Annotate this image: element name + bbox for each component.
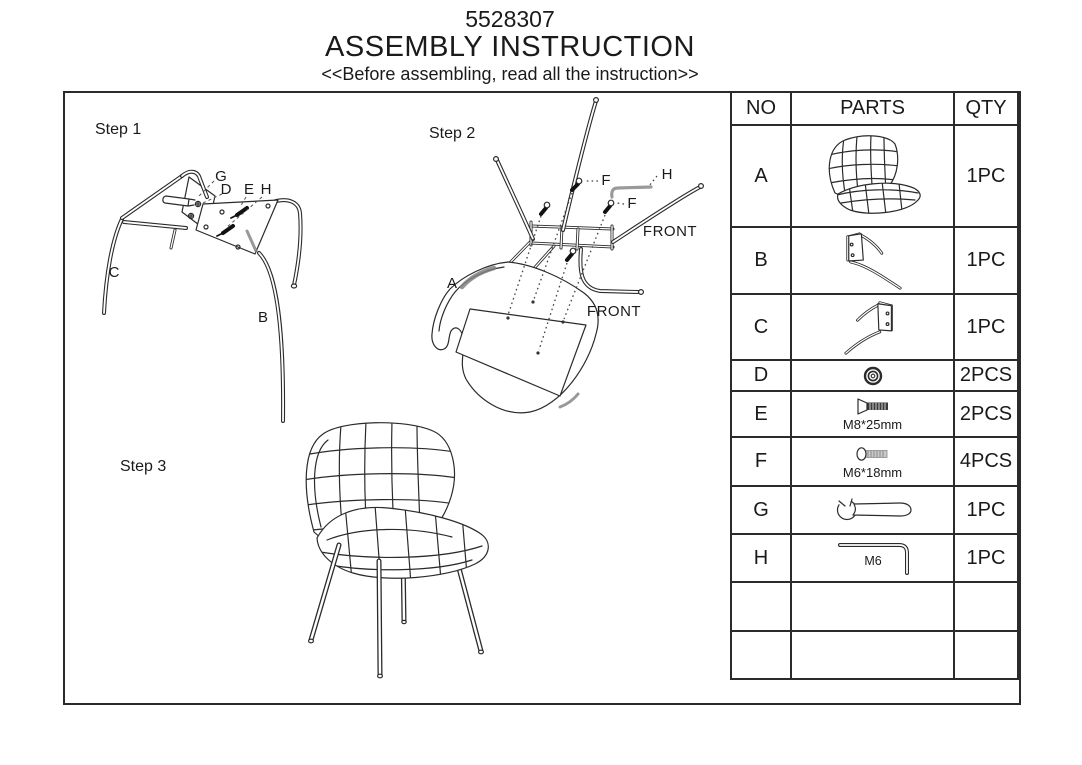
leg-frame-c-icon bbox=[837, 296, 909, 358]
step1-diagram bbox=[60, 100, 480, 430]
part-qty: 1PC bbox=[955, 295, 1017, 361]
col-header-parts: PARTS bbox=[792, 93, 955, 126]
step1-label: Step 1 bbox=[95, 121, 142, 138]
callout-c: C bbox=[108, 264, 120, 281]
step2-label: Step 2 bbox=[429, 125, 476, 142]
part-cell bbox=[792, 361, 955, 392]
part-cell bbox=[792, 632, 955, 678]
leg-frame-b-icon bbox=[837, 229, 909, 293]
allen-key-icon bbox=[832, 537, 914, 579]
part-spec: M8*25mm bbox=[842, 417, 903, 432]
part-cell bbox=[792, 583, 955, 632]
nut-icon bbox=[859, 363, 887, 389]
front-label-upper: FRONT bbox=[642, 223, 698, 240]
part-no: H bbox=[732, 535, 792, 583]
model-number: 5528307 bbox=[465, 6, 555, 32]
callout-h: H bbox=[260, 181, 272, 198]
doc-subtitle: <<Before assembling, read all the instruction>> bbox=[321, 64, 699, 84]
part-qty: 2PCS bbox=[955, 361, 1017, 392]
part-qty: 1PC bbox=[955, 487, 1017, 535]
step3-diagram bbox=[90, 410, 520, 700]
part-cell bbox=[792, 228, 955, 295]
step3-label: Step 3 bbox=[120, 458, 167, 475]
seat-shell-icon bbox=[821, 133, 925, 219]
part-no: C bbox=[732, 295, 792, 361]
col-header-no: NO bbox=[732, 93, 792, 126]
part-cell bbox=[792, 295, 955, 361]
assembled-chair bbox=[303, 420, 488, 678]
step2-diagram bbox=[420, 90, 720, 430]
part-no: A bbox=[732, 126, 792, 228]
part-cell bbox=[792, 535, 955, 583]
part-no: B bbox=[732, 228, 792, 295]
part-qty: 4PCS bbox=[955, 438, 1017, 487]
part-no: D bbox=[732, 361, 792, 392]
part-no: G bbox=[732, 487, 792, 535]
part-qty: 2PCS bbox=[955, 392, 1017, 438]
callout-f-top: F bbox=[601, 172, 611, 189]
col-header-qty: QTY bbox=[955, 93, 1017, 126]
wrench-icon bbox=[832, 495, 914, 525]
part-spec: M6*18mm bbox=[842, 464, 903, 480]
callout-e: E bbox=[243, 181, 255, 198]
flat-head-bolt-icon bbox=[852, 396, 894, 416]
part-no bbox=[732, 583, 792, 632]
callout-d: D bbox=[220, 181, 232, 198]
callout-h: H bbox=[661, 166, 673, 183]
part-qty: 1PC bbox=[955, 535, 1017, 583]
part-cell bbox=[792, 487, 955, 535]
part-no: F bbox=[732, 438, 792, 487]
round-head-bolt-icon bbox=[852, 444, 894, 464]
callout-f-right: F bbox=[627, 195, 637, 212]
part-no bbox=[732, 632, 792, 678]
callout-g: G bbox=[215, 168, 227, 185]
part-cell bbox=[792, 126, 955, 228]
part-qty bbox=[955, 632, 1017, 678]
callout-a: A bbox=[446, 275, 458, 292]
part-no: E bbox=[732, 392, 792, 438]
callout-b: B bbox=[257, 309, 269, 326]
part-qty: 1PC bbox=[955, 228, 1017, 295]
part-qty bbox=[955, 583, 1017, 632]
doc-title: ASSEMBLY INSTRUCTION bbox=[325, 31, 695, 63]
part-cell bbox=[792, 438, 955, 487]
part-spec: M6 bbox=[863, 554, 882, 568]
parts-table bbox=[730, 91, 1019, 680]
front-label-lower: FRONT bbox=[586, 303, 642, 320]
part-qty: 1PC bbox=[955, 126, 1017, 228]
part-cell bbox=[792, 392, 955, 438]
